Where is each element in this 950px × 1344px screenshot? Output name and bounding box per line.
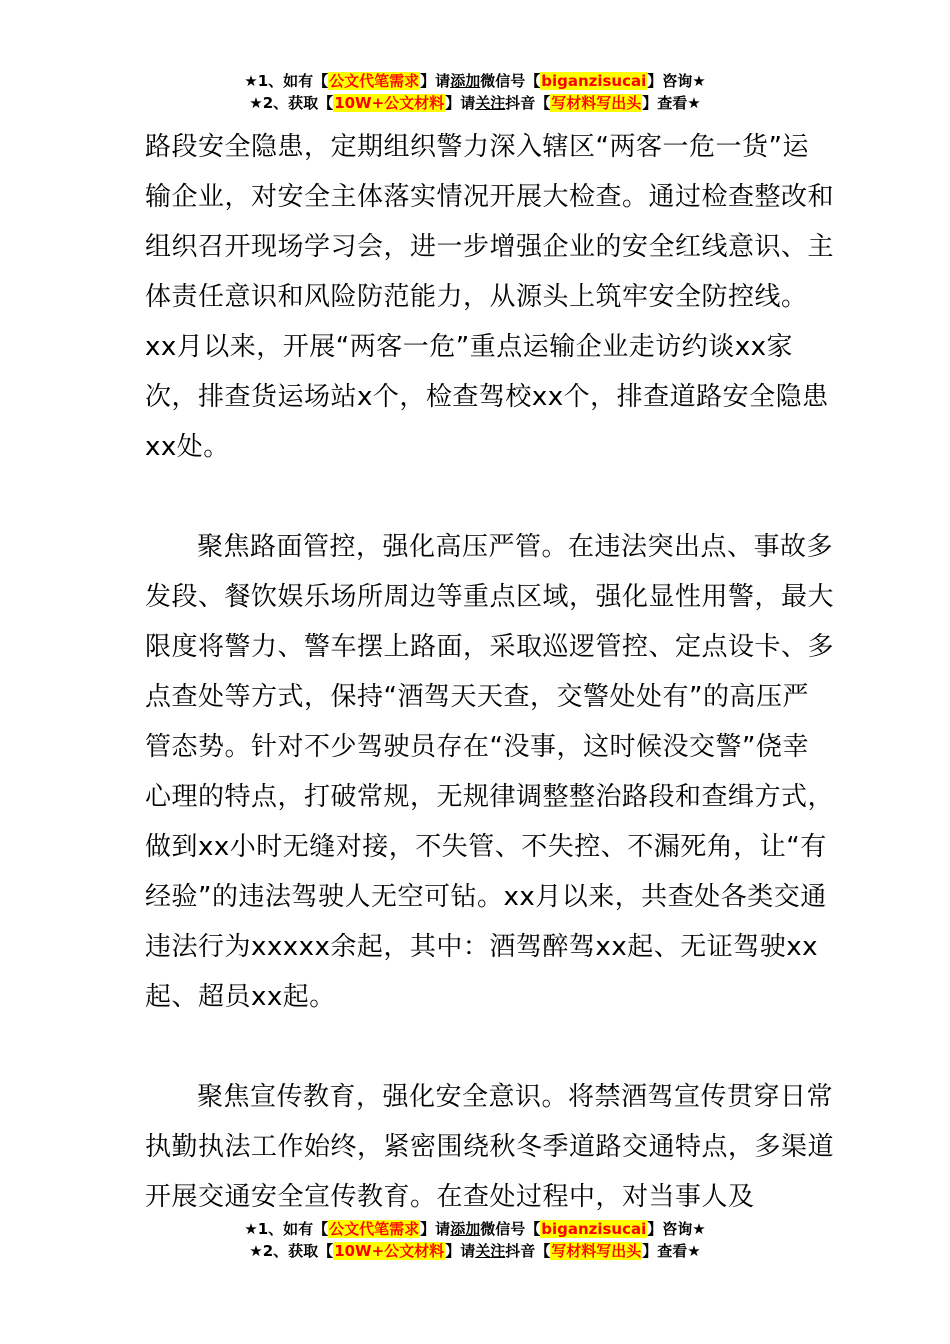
banner-line-2: ★2、获取【10W+公文材料】请关注抖音【写材料写出头】查看★ [249,1242,701,1260]
highlight-materials: 10W+公文材料 [334,94,445,112]
banner-line-2: ★2、获取【10W+公文材料】请关注抖音【写材料写出头】查看★ [249,94,701,112]
highlight-wechat-id: biganzisucai [541,72,647,90]
paragraph-1: 路段安全隐患，定期组织警力深入辖区“两客一危一货”运输企业，对安全主体落实情况开展大检查。通过检查整改和组织召开现场学习会，进一步增强企业的安全红线意识、主体责任意识和风险防范能力，从源头上筑牢安全防控线。xx月以来，开展“两客一危”重点运输企业走访约谈xx家次，排查货运场站x个，检查驾校xx个，排查道路安全隐患xx处。 [145,132,835,462]
highlight-service: 公文代笔需求 [329,1220,420,1238]
highlight-douyin: 写材料写出头 [551,1242,642,1260]
document-body [145,122,835,1222]
highlight-materials: 10W+公文材料 [334,1242,445,1260]
header-banner [0,70,950,114]
paragraph-gap [145,1022,835,1072]
highlight-service: 公文代笔需求 [329,72,420,90]
highlight-douyin: 写材料写出头 [551,94,642,112]
banner-line-1: ★1、如有【公文代笔需求】请添加微信号【biganzisucai】咨询★ [244,72,706,90]
paragraph-gap [145,472,835,522]
highlight-wechat-id: biganzisucai [541,1220,647,1238]
banner-line-1: ★1、如有【公文代笔需求】请添加微信号【biganzisucai】咨询★ [244,1220,706,1238]
paragraph-2: 聚焦路面管控，强化高压严管。在违法突出点、事故多发段、餐饮娱乐场所周边等重点区域，强化显性用警，最大限度将警力、警车摆上路面，采取巡逻管控、定点设卡、多点查处等方式，保持“酒驾天天查，交警处处有”的高压严管态势。针对不少驾驶员存在“没事，这时候没交警”侥幸心理的特点，打破常规，无规律调整整治路段和查缉方式，做到xx小时无缝对接，不失管、不失控、不漏死角，让“有经验”的违法驾驶人无空可钻。xx月以来，共查处各类交通违法行为xxxxx余起，其中：酒驾醉驾xx起、无证驾驶xx起、超员xx起。 [145,532,835,1012]
footer-banner [0,1218,950,1262]
paragraph-3: 聚焦宣传教育，强化安全意识。将禁酒驾宣传贯穿日常执勤执法工作始终，紧密围绕秋冬季道路交通特点，多渠道开展交通安全宣传教育。在查处过程中，对当事人及 [145,1082,835,1212]
